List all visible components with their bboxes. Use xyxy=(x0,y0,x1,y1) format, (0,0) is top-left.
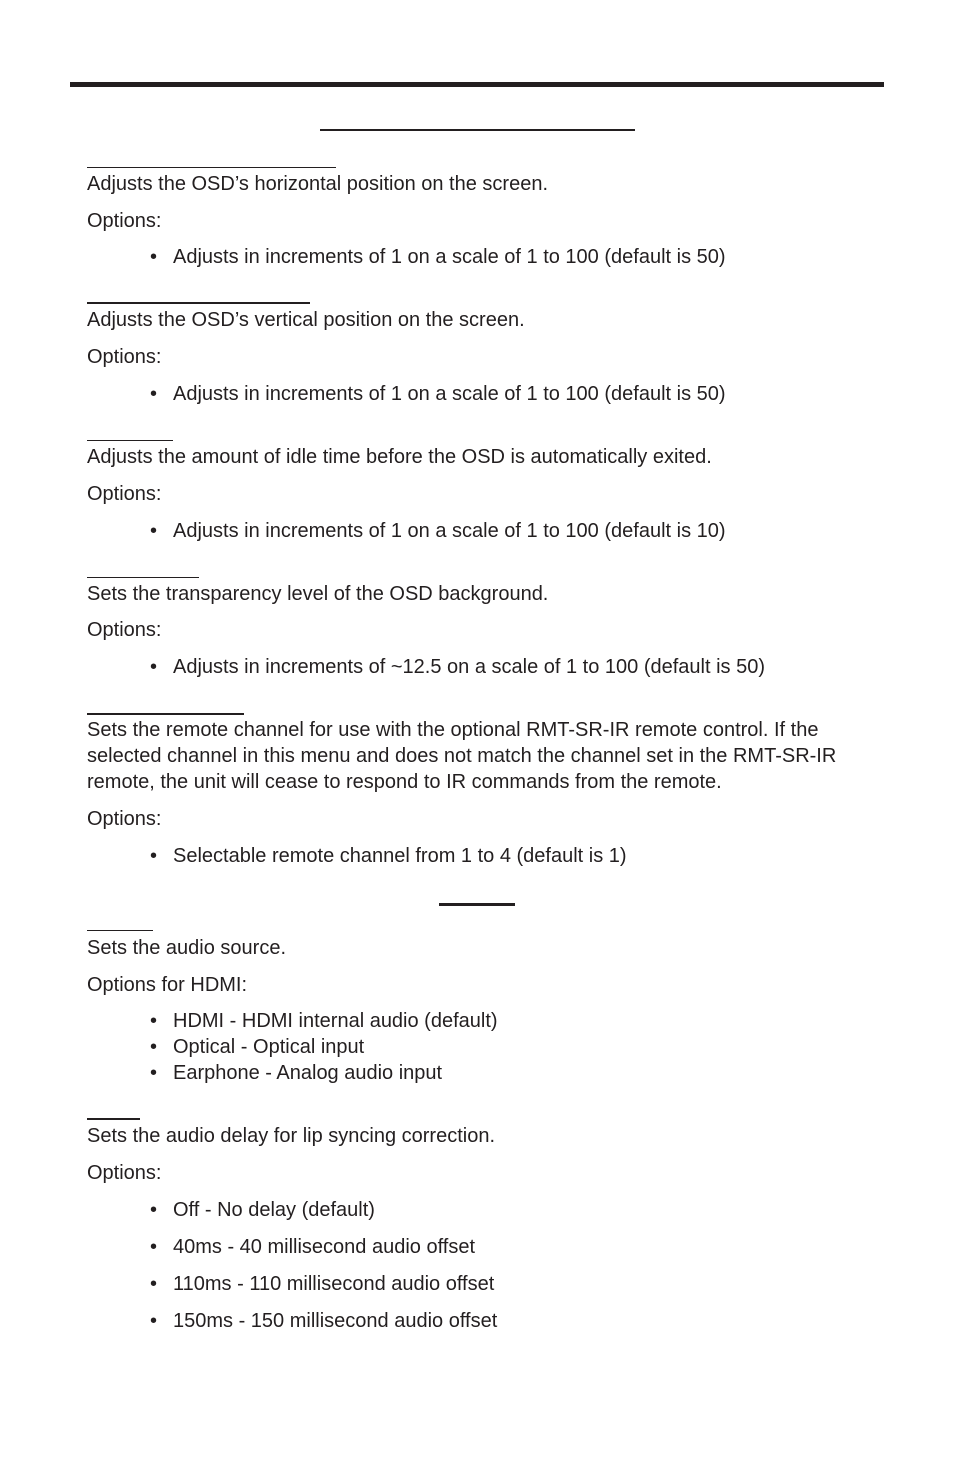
bullet-dot: • xyxy=(150,1236,158,1258)
option-bullet xyxy=(150,518,726,544)
section-heading-rule-osd xyxy=(320,129,635,131)
option-bullet xyxy=(150,1008,498,1034)
option-text: Adjusts in increments of ~12.5 on a scale of 1 to 100 (default is 50) xyxy=(173,656,766,678)
bullet-dot: • xyxy=(150,1273,158,1295)
options-label: Options: xyxy=(87,1162,162,1184)
setting-heading-rule xyxy=(87,440,173,441)
options-label: Options: xyxy=(87,483,162,505)
option-text: Earphone - Analog audio input xyxy=(173,1062,443,1084)
option-bullet xyxy=(150,1197,375,1223)
setting-heading-rule xyxy=(87,930,153,931)
option-text: Selectable remote channel from 1 to 4 (default is 1) xyxy=(173,845,627,867)
bullet-dot: • xyxy=(150,246,158,268)
setting-description: Sets the remote channel for use with the optional RMT-SR-IR remote control. If the selected channel in this menu and does not match the channel set in the RMT-SR-IR remote, the unit will cease to respond to IR commands from the remote. xyxy=(87,719,837,793)
bullet-dot: • xyxy=(150,1199,158,1221)
setting-heading-rule xyxy=(87,713,244,715)
option-bullet xyxy=(150,654,765,680)
option-text: 150ms - 150 millisecond audio offset xyxy=(173,1310,498,1332)
option-text: Adjusts in increments of 1 on a scale of 1 to 100 (default is 50) xyxy=(173,383,726,405)
section-heading-rule-audio xyxy=(439,903,515,906)
option-text: Optical - Optical input xyxy=(173,1036,365,1058)
setting-description: Sets the transparency level of the OSD background. xyxy=(87,583,549,605)
option-text: 110ms - 110 millisecond audio offset xyxy=(173,1273,495,1295)
options-label: Options: xyxy=(87,619,162,641)
option-bullet xyxy=(150,1234,475,1260)
option-text: HDMI - HDMI internal audio (default) xyxy=(173,1010,498,1032)
bullet-dot: • xyxy=(150,1036,158,1058)
option-text: 40ms - 40 millisecond audio offset xyxy=(173,1236,476,1258)
option-text: Adjusts in increments of 1 on a scale of 1 to 100 (default is 50) xyxy=(173,246,726,268)
option-bullet xyxy=(150,1034,364,1060)
bullet-dot: • xyxy=(150,1062,158,1084)
setting-description: Adjusts the OSD’s vertical position on the screen. xyxy=(87,309,525,331)
option-bullet xyxy=(150,843,627,869)
page-header-rule xyxy=(70,82,884,87)
bullet-dot: • xyxy=(150,520,158,542)
setting-description: Sets the audio source. xyxy=(87,937,287,959)
bullet-dot: • xyxy=(150,1010,158,1032)
setting-heading-rule xyxy=(87,302,310,304)
bullet-dot: • xyxy=(150,1310,158,1332)
option-bullet xyxy=(150,1308,497,1334)
options-label: Options: xyxy=(87,346,162,368)
bullet-dot: • xyxy=(150,383,158,405)
option-bullet xyxy=(150,244,726,270)
option-text: Off - No delay (default) xyxy=(173,1199,375,1221)
options-label: Options for HDMI: xyxy=(87,974,248,996)
setting-description: Adjusts the amount of idle time before the OSD is automatically exited. xyxy=(87,446,712,468)
option-bullet xyxy=(150,1271,494,1297)
setting-description: Adjusts the OSD’s horizontal position on the screen. xyxy=(87,173,548,195)
setting-description: Sets the audio delay for lip syncing correction. xyxy=(87,1125,495,1147)
setting-heading-rule xyxy=(87,1118,140,1120)
options-label: Options: xyxy=(87,210,162,232)
options-label: Options: xyxy=(87,808,162,830)
option-bullet xyxy=(150,1060,442,1086)
bullet-dot: • xyxy=(150,656,158,678)
setting-heading-rule xyxy=(87,167,336,168)
option-text: Adjusts in increments of 1 on a scale of 1 to 100 (default is 10) xyxy=(173,520,726,542)
option-bullet xyxy=(150,381,726,407)
bullet-dot: • xyxy=(150,845,158,867)
setting-heading-rule xyxy=(87,577,199,578)
